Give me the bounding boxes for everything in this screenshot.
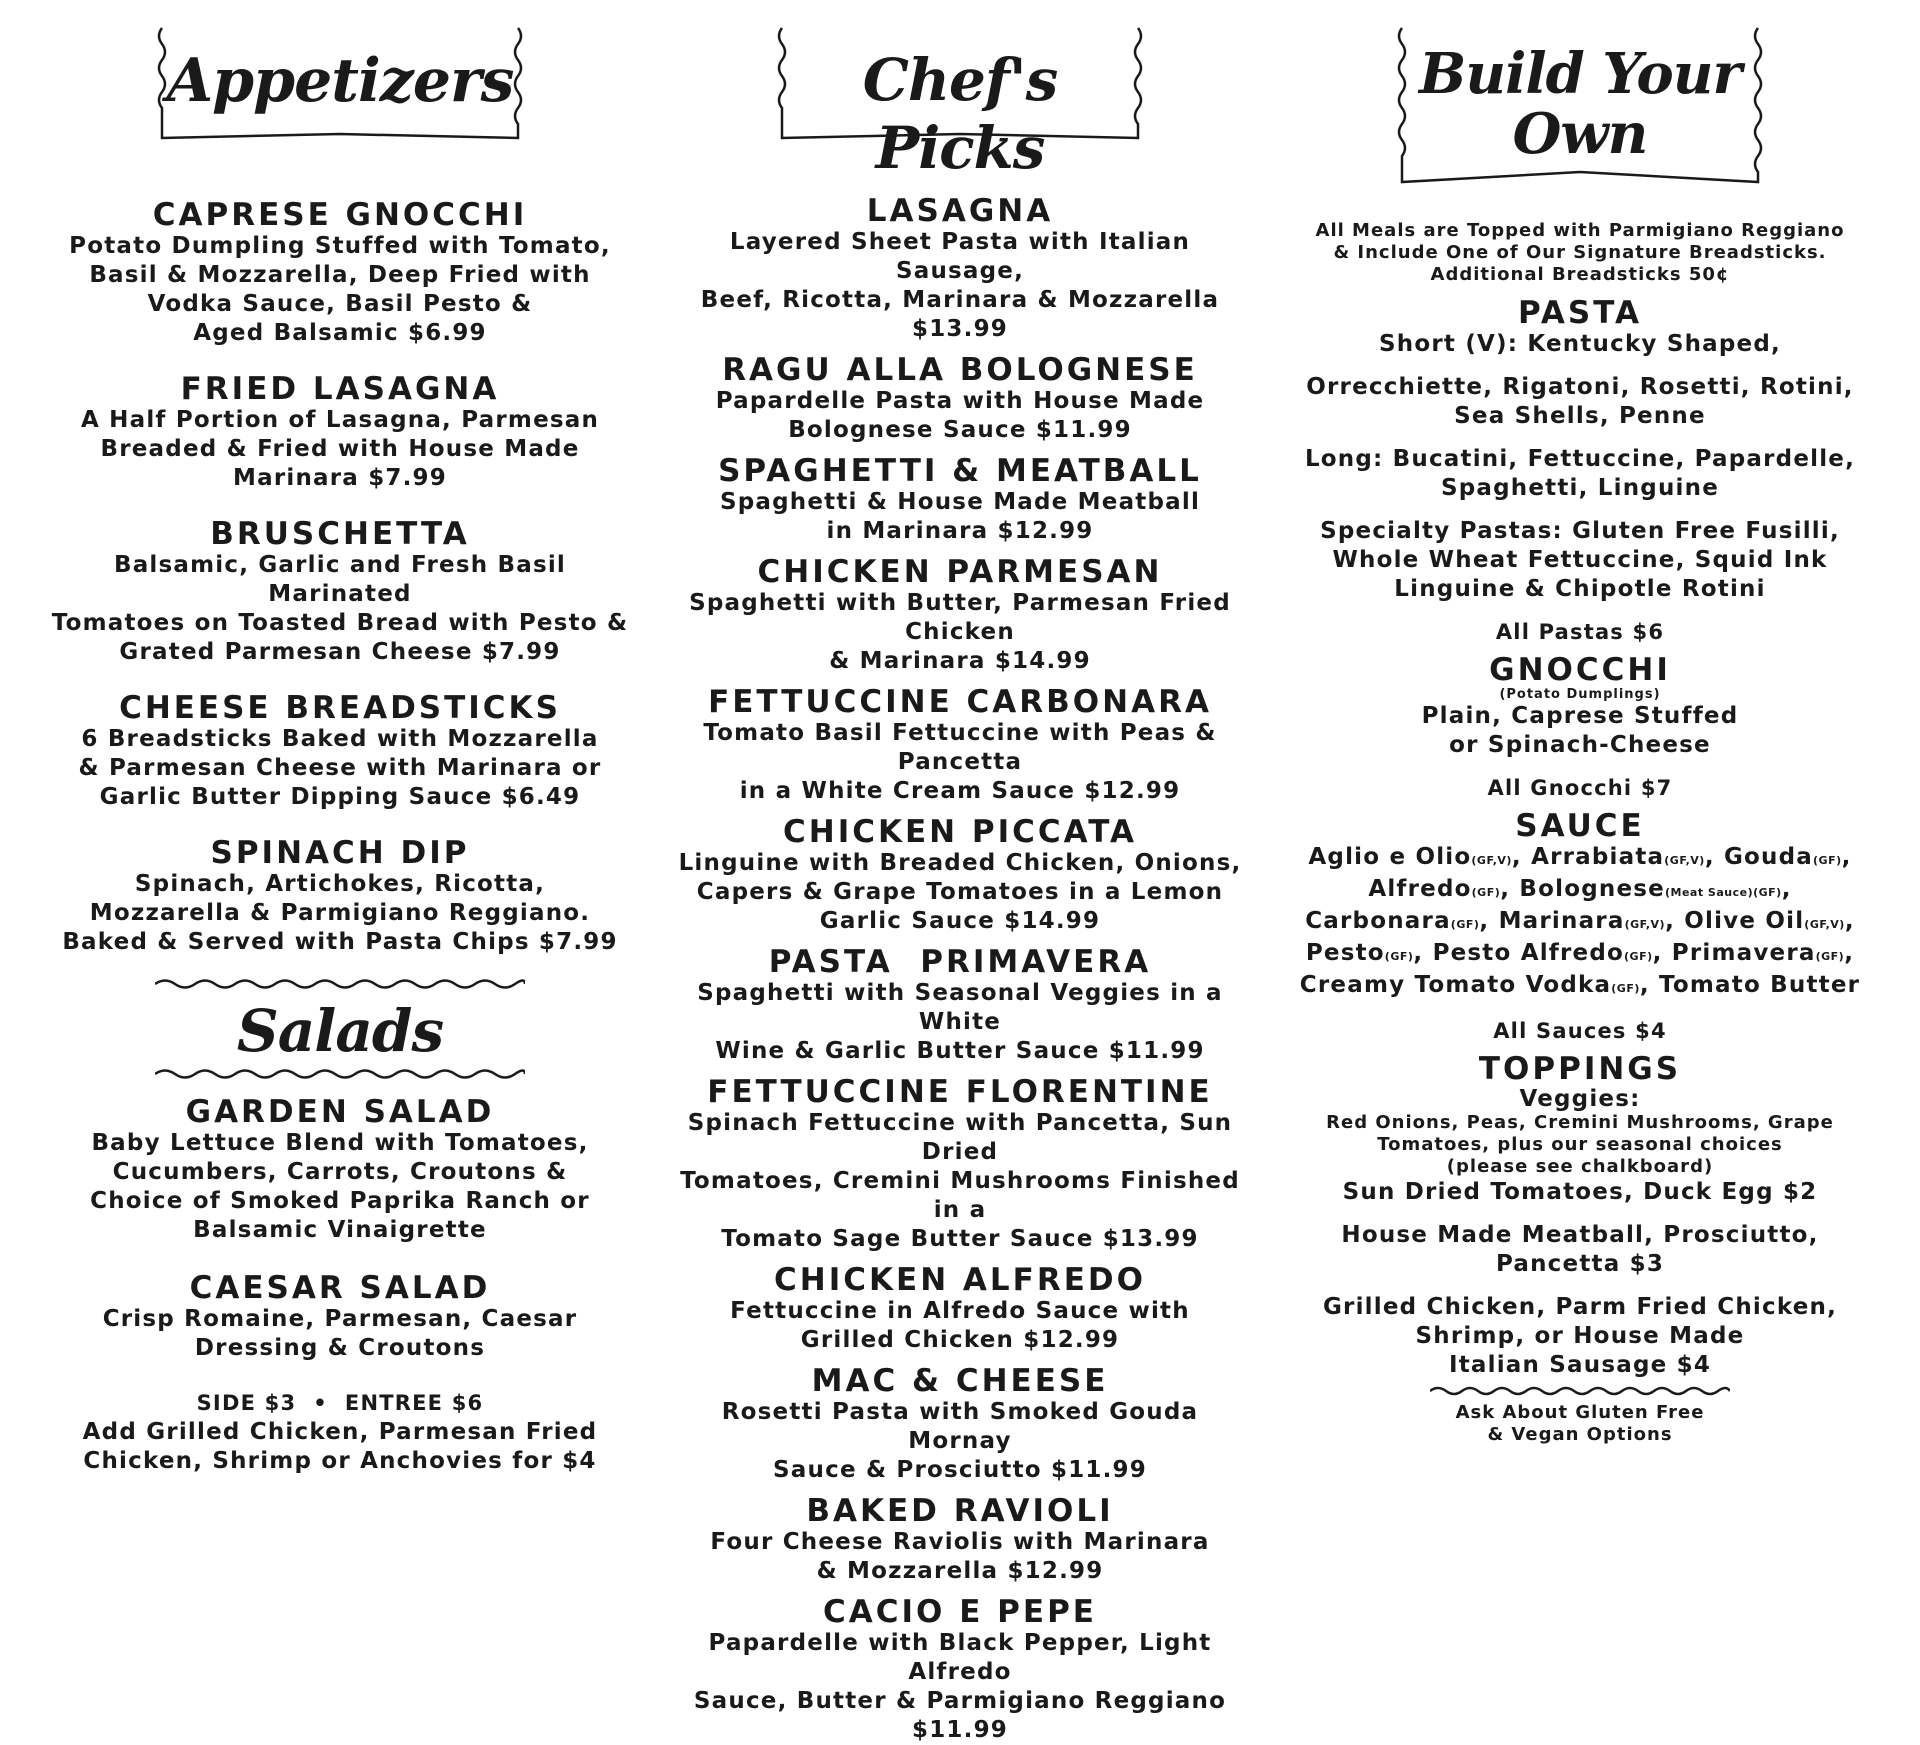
menu-item [670, 1075, 1250, 1254]
item-name: CAPRESE GNOCCHI [152, 197, 528, 233]
item-name: MAC & CHEESE [811, 1363, 1109, 1399]
build-your-own-column [1290, 20, 1870, 1446]
sauce-name: Creamy Tomato Vodka [1299, 972, 1612, 998]
item-name: SPINACH DIP [210, 835, 470, 871]
pasta-short: Short (V): Kentucky Shaped, [1379, 331, 1781, 357]
menu-item [670, 685, 1250, 806]
sauce-name: Bolognese [1519, 876, 1665, 902]
menu-item [670, 353, 1250, 445]
sauce-tag: (GF) [1471, 886, 1501, 899]
item-description: Spinach Fettuccine with Pancetta, Sun Dried Tomatoes, Cremini Mushrooms Finished in a Tomato Sage Butter Sauce $13.99 [680, 1110, 1240, 1252]
sauce-name: Pesto [1305, 940, 1385, 966]
pasta-price: All Pastas $6 [1495, 620, 1665, 644]
item-name: GARDEN SALAD [185, 1094, 495, 1130]
menu-item [50, 198, 630, 348]
build-title-line1: Build Your [1419, 41, 1741, 107]
sauce-tag: (GF,V) [1471, 854, 1512, 867]
item-name: BAKED RAVIOLI [806, 1493, 1114, 1529]
item-description: Spaghetti with Butter, Parmesan Fried Chicken & Marinara $14.99 [689, 590, 1231, 674]
sauce-tag: (GF) [1384, 950, 1414, 963]
item-name: FRIED LASAGNA [180, 371, 500, 407]
appetizers-banner [150, 20, 530, 160]
salad-prices: SIDE $3 • ENTREE $6 [196, 1391, 484, 1415]
item-description: Fettuccine in Alfredo Sauce with Grilled Chicken $12.99 [730, 1298, 1190, 1353]
sauce-name: Marinara [1498, 908, 1625, 934]
item-name: CACIO E PEPE [823, 1594, 1097, 1630]
item-name: FETTUCCINE CARBONARA [708, 684, 1212, 720]
sauce-name: Alfredo [1368, 876, 1472, 902]
menu-item [670, 194, 1250, 344]
item-name: LASAGNA [866, 193, 1054, 229]
gnocchi-description: Plain, Caprese Stuffed or Spinach-Cheese [1421, 703, 1739, 758]
item-description: Papardelle Pasta with House Made Bolognese Sauce $11.99 [715, 388, 1205, 443]
menu-item [670, 815, 1250, 936]
item-description: Linguine with Breaded Chicken, Onions, Capers & Grape Tomatoes in a Lemon Garlic Sauce $14.99 [678, 850, 1242, 934]
veggies-label: Veggies: [1519, 1086, 1641, 1112]
menu-item [670, 1595, 1250, 1745]
pasta-heading: PASTA [1518, 295, 1642, 331]
salads-title: Salads [236, 997, 444, 1065]
item-description: Rosetti Pasta with Smoked Gouda Mornay Sauce & Prosciutto $11.99 [721, 1399, 1199, 1483]
sauce-tag: (Meat Sauce)(GF) [1664, 886, 1782, 899]
item-description: Spaghetti & House Made Meatball in Marinara $12.99 [719, 489, 1201, 544]
build-title-line2: Own [1512, 101, 1648, 167]
chefs-picks-banner [770, 20, 1150, 182]
item-name: CAESAR SALAD [189, 1270, 491, 1306]
menu-item [670, 454, 1250, 546]
item-name: RAGU ALLA BOLOGNESE [722, 352, 1198, 388]
sauce-name: Primavera [1671, 940, 1816, 966]
chefs-picks-title: Chef's Picks [862, 46, 1058, 182]
appetizers-column [50, 20, 630, 1476]
item-description: Spinach, Artichokes, Ricotta, Mozzarella & Parmigiano Reggiano. Baked & Served with Pasta Chips $7.99 [62, 871, 618, 955]
build-banner [1390, 20, 1770, 200]
item-description: Baby Lettuce Blend with Tomatoes, Cucumbers, Carrots, Croutons & Choice of Smoked Paprika Ranch or Balsamic Vinaigrette [90, 1130, 590, 1243]
item-name: CHEESE BREADSTICKS [119, 690, 561, 726]
item-description: Balsamic, Garlic and Fresh Basil Marinated Tomatoes on Toasted Bread with Pesto & Grated Parmesan Cheese $7.99 [51, 552, 629, 665]
sauce-price: All Sauces $4 [1493, 1019, 1667, 1043]
item-name: CHICKEN ALFREDO [774, 1262, 1146, 1298]
item-name: PASTA PRIMAVERA [768, 944, 1152, 980]
item-description: Crisp Romaine, Parmesan, Caesar Dressing & Croutons [102, 1306, 578, 1361]
item-description: Layered Sheet Pasta with Italian Sausage, Beef, Ricotta, Marinara & Mozzarella $13.99 [700, 229, 1220, 342]
sauce-tag: (GF) [1813, 854, 1842, 867]
sauce-tag: (GF) [1611, 982, 1640, 995]
appetizers-title: Appetizers [166, 46, 514, 116]
item-description: A Half Portion of Lasagna, Parmesan Breaded & Fried with House Made Marinara $7.99 [80, 407, 600, 491]
item-description: Tomato Basil Fettuccine with Peas & Pancetta in a White Cream Sauce $12.99 [703, 720, 1217, 804]
sauce-tag: (GF,V) [1624, 918, 1666, 931]
topping-tier-3: House Made Meatball, Prosciutto, Pancetta $3 [1341, 1222, 1819, 1277]
pasta-short-list: Orrecchiette, Rigatoni, Rosetti, Rotini, Sea Shells, Penne [1306, 374, 1854, 429]
sauce-name: Pesto Alfredo [1432, 940, 1625, 966]
toppings-heading: TOPPINGS [1478, 1051, 1682, 1087]
item-name: FETTUCCINE FLORENTINE [707, 1074, 1213, 1110]
item-description: Four Cheese Raviolis with Marinara & Mozzarella $12.99 [710, 1529, 1210, 1584]
gnocchi-subtitle: (Potato Dumplings) [1499, 687, 1661, 702]
menu-item [50, 372, 630, 493]
sauce-tag: (GF) [1815, 950, 1845, 963]
menu-item [670, 1364, 1250, 1485]
sauce-name: Carbonara [1305, 908, 1451, 934]
menu-item [50, 691, 630, 812]
gnocchi-price: All Gnocchi $7 [1487, 776, 1673, 800]
sauce-name: Aglio e Olio [1308, 844, 1472, 870]
item-description: Potato Dumpling Stuffed with Tomato, Basil & Mozzarella, Deep Fried with Vodka Sauce, Basil Pesto & Aged Balsamic $6.99 [69, 233, 611, 346]
sauce-list: Aglio e Olio(GF,V), Arrabiata(GF,V), Gouda(GF), Alfredo(GF), Bolognese(Meat Sauce)(GF), Carbonara(GF), Marinara(GF,V), Olive Oil(GF,V), Pesto(GF), Pesto Alfredo(GF), Primavera(GF), Creamy Tomato Vodka(GF), Tomato Butter [1299, 844, 1861, 998]
menu-item [50, 1271, 630, 1363]
item-name: SPAGHETTI & MEATBALL [718, 453, 1202, 489]
menu-item [50, 517, 630, 667]
menu-item [670, 1263, 1250, 1355]
sauce-name: Arrabiata [1531, 844, 1665, 870]
pasta-specialty: Specialty Pastas: Gluten Free Fusilli, Whole Wheat Fettuccine, Squid Ink Linguine & Chipotle Rotini [1320, 518, 1840, 602]
chefs-picks-column [670, 20, 1250, 1745]
menu-item [50, 836, 630, 957]
item-name: BRUSCHETTA [210, 516, 470, 552]
sauce-heading: SAUCE [1515, 808, 1645, 844]
topping-tier-4: Grilled Chicken, Parm Fried Chicken, Shrimp, or House Made Italian Sausage $4 [1322, 1294, 1838, 1378]
veggies-list: Red Onions, Peas, Cremini Mushrooms, Grape Tomatoes, plus our seasonal choices (please see chalkboard) [1326, 1112, 1834, 1177]
sauce-name: Gouda [1723, 844, 1814, 870]
menu-item [50, 1095, 630, 1245]
gnocchi-heading: GNOCCHI [1489, 652, 1671, 688]
sauce-tag: (GF,V) [1664, 854, 1705, 867]
sauce-name: Tomato Butter [1659, 972, 1861, 998]
build-intro: All Meals are Topped with Parmigiano Reggiano & Include One of Our Signature Breadsticks. Additional Breadsticks 50¢ [1315, 220, 1845, 285]
item-description: Spaghetti with Seasonal Veggies in a White Wine & Garlic Butter Sauce $11.99 [697, 980, 1223, 1064]
sauce-name: Olive Oil [1684, 908, 1805, 934]
item-description: 6 Breadsticks Baked with Mozzarella & Parmesan Cheese with Marinara or Garlic Butter Dipping Sauce $6.49 [78, 726, 602, 810]
item-name: CHICKEN PICCATA [783, 814, 1137, 850]
squiggle-divider-icon [1430, 1384, 1730, 1398]
sauce-tag: (GF) [1450, 918, 1480, 931]
topping-tier-2: Sun Dried Tomatoes, Duck Egg $2 [1342, 1179, 1818, 1205]
squiggle-divider-icon [155, 975, 525, 993]
menu-item [670, 1494, 1250, 1586]
pasta-long: Long: Bucatini, Fettuccine, Papardelle, Spaghetti, Linguine [1304, 446, 1856, 501]
item-description: Papardelle with Black Pepper, Light Alfredo Sauce, Butter & Parmigiano Reggiano $11.99 [693, 1630, 1227, 1743]
squiggle-divider-icon [155, 1065, 525, 1083]
menu-item [670, 945, 1250, 1066]
sauce-tag: (GF) [1624, 950, 1653, 963]
salad-addon: Add Grilled Chicken, Parmesan Fried Chicken, Shrimp or Anchovies for $4 [82, 1419, 598, 1474]
footer-note: Ask About Gluten Free & Vegan Options [1455, 1402, 1705, 1445]
item-name: CHICKEN PARMESAN [757, 554, 1163, 590]
sauce-tag: (GF,V) [1804, 918, 1845, 931]
menu-item [670, 555, 1250, 676]
